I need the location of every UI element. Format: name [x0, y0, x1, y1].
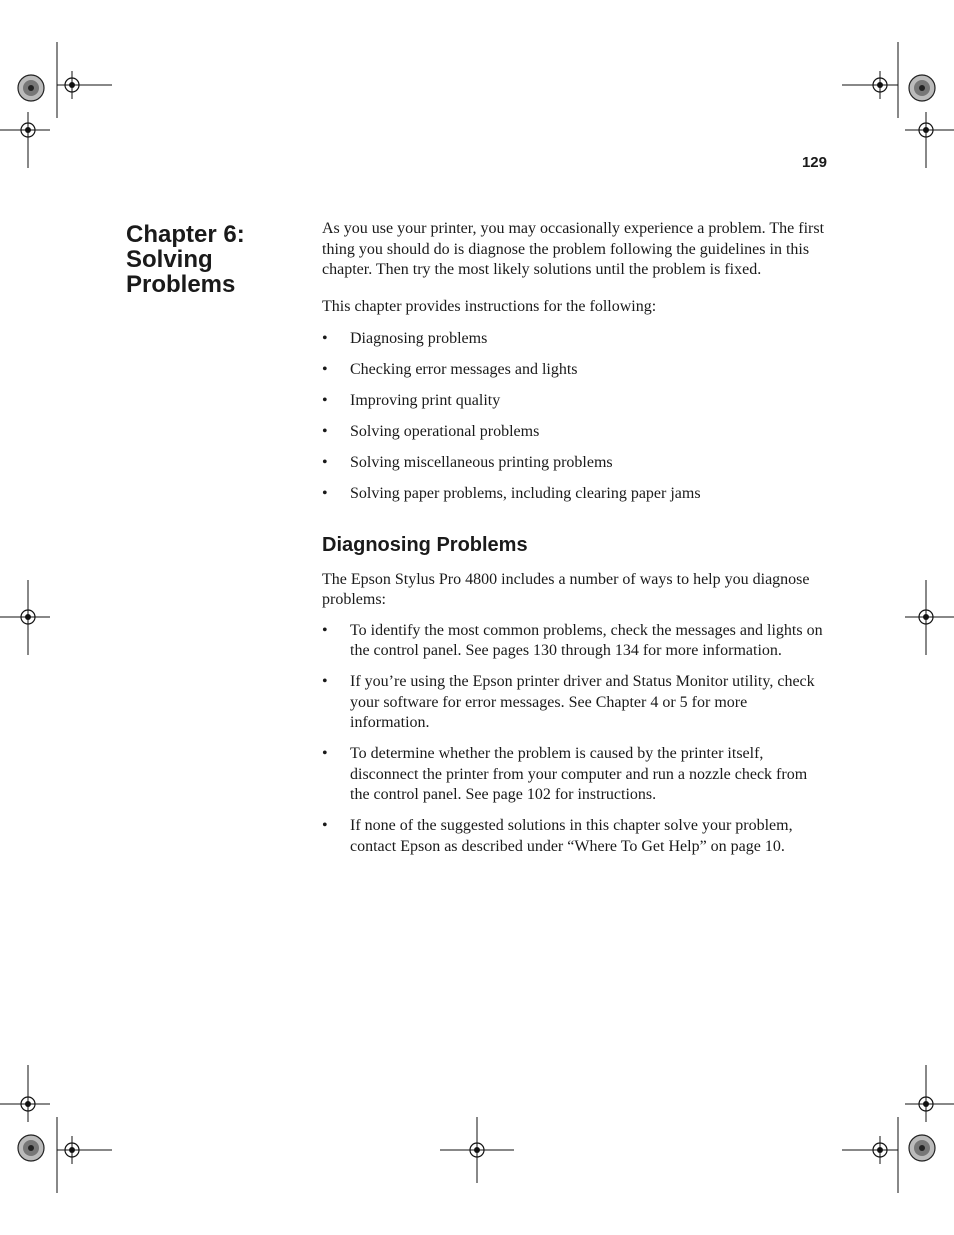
chapter-title-line: Solving	[126, 246, 213, 273]
list-item: • If you’re using the Epson printer driver and Status Monitor utility, check your software for error messages. See Chapter 4 or 5 for more information.	[322, 672, 828, 734]
chapter-title-line: Problems	[126, 271, 236, 298]
section-heading: Diagnosing Problems	[322, 533, 528, 556]
chapter-title-line: Chapter 6:	[126, 221, 245, 248]
list-item: • Solving paper problems, including clearing paper jams	[322, 484, 828, 505]
chapter-topics-list	[322, 329, 828, 505]
chapter-title	[126, 222, 296, 297]
list-item: • To determine whether the problem is caused by the printer itself, disconnect the printer from your computer and run a nozzle check from the control panel. See page 102 for instructions.	[322, 744, 828, 806]
list-item: • To identify the most common problems, check the messages and lights on the control panel. See pages 130 through 134 for more information.	[322, 621, 828, 662]
page-number: 129	[801, 154, 827, 171]
list-item: • Diagnosing problems	[322, 329, 828, 350]
list-item: • Improving print quality	[322, 391, 828, 412]
list-item: • Solving miscellaneous printing problems	[322, 453, 828, 474]
intro-lead: This chapter provides instructions for the following:	[322, 297, 657, 315]
diagnosing-list	[322, 621, 828, 858]
list-item: • Solving operational problems	[322, 422, 828, 443]
diagnosing-paragraph: The Epson Stylus Pro 4800 includes a number of ways to help you diagnose problems:	[322, 570, 810, 608]
main-content	[322, 219, 828, 868]
intro-paragraph: As you use your printer, you may occasionally experience a problem. The first thing you should do is diagnose the problem following the guidelines in this chapter. Then try the most likely solutions until the problem is fixed.	[322, 220, 825, 278]
list-item: • If none of the suggested solutions in this chapter solve your problem, contact Epson as described under “Where To Get Help” on page 10.	[322, 816, 828, 857]
list-item: • Checking error messages and lights	[322, 360, 828, 381]
